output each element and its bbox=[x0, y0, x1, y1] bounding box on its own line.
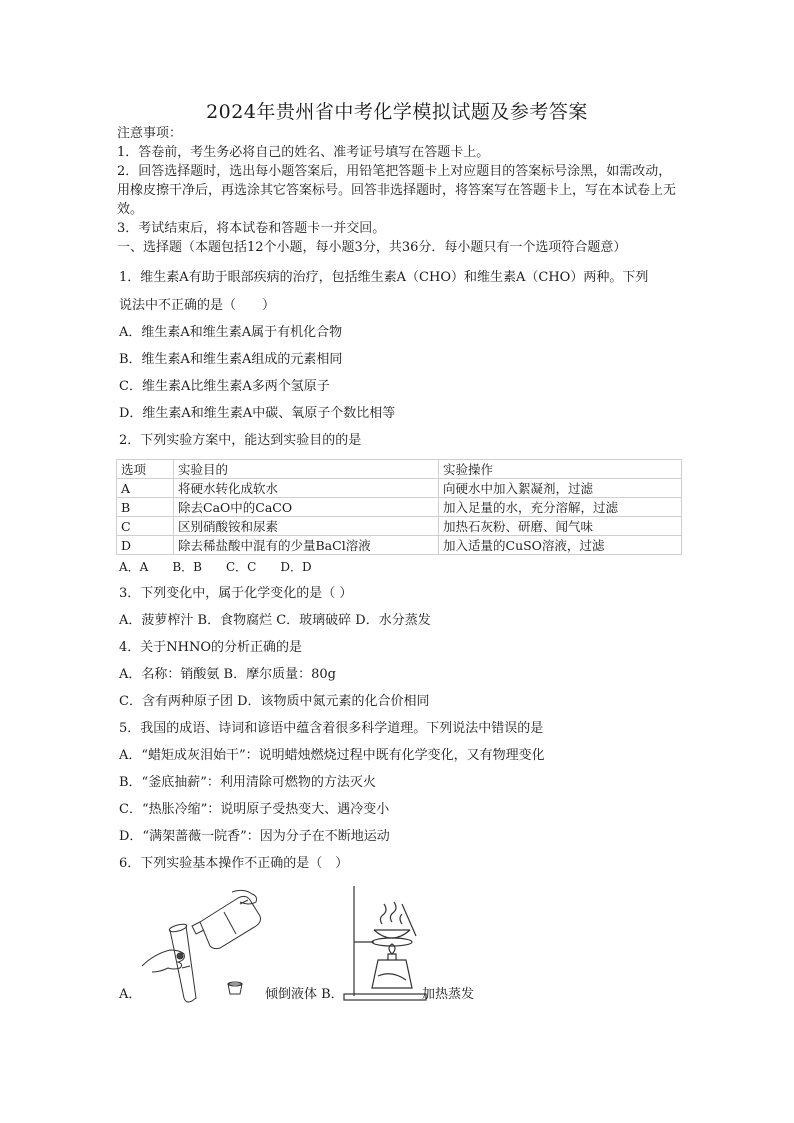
table-cell: 加入足量的水，充分溶解，过滤 bbox=[439, 498, 682, 517]
q1-stem-line1: 1．维生素A有助于眼部疾病的治疗，包括维生素A（CHO）和维生素A（CHO）两种。下列 bbox=[119, 270, 649, 285]
q6-option-a-caption: 倾倒液体 B． bbox=[265, 987, 344, 1002]
table-cell: 向硬水中加入絮凝剂，过滤 bbox=[439, 479, 682, 498]
section-heading: 一、选择题（本题包括12个小题，每小题3分，共36分．每小题只有一个选项符合题意） bbox=[117, 240, 627, 255]
page-title: 2024年贵州省中考化学模拟试题及参考答案 bbox=[206, 101, 588, 123]
notes-heading: 注意事项： bbox=[117, 126, 183, 141]
table-cell: C bbox=[117, 517, 174, 536]
table-cell: 除去CaO中的CaCO bbox=[174, 498, 439, 517]
table-cell: 将硬水转化成软水 bbox=[174, 479, 439, 498]
notes-item-1: 1．答卷前，考生务必将自己的姓名、准考证号填写在答题卡上。 bbox=[117, 145, 490, 160]
notes-item-2: 2．回答选择题时，选出每小题答案后，用铅笔把答题卡上对应题目的答案标号涂黑，如需改动，用橡皮擦干净后，再选涂其它答案标号。回答非选择题时，将答案写在答题卡上，写在本试卷上无效。 bbox=[117, 164, 677, 217]
table-row bbox=[117, 536, 682, 555]
q5-option-a: A．“蜡矩成灰泪始干”：说明蜡烛燃烧过程中既有化学变化，又有物理变化 bbox=[119, 748, 545, 763]
q6-option-a-label: A． bbox=[119, 987, 142, 1002]
table-cell: 加入适量的CuSO溶液，过滤 bbox=[439, 536, 682, 555]
table-header-operation: 实验操作 bbox=[439, 460, 682, 479]
q5-stem: 5．我国的成语、诗词和谚语中蕴含着很多科学道理。下列说法中错误的是 bbox=[119, 721, 544, 736]
table-header-purpose: 实验目的 bbox=[174, 460, 439, 479]
q2-stem: 2．下列实验方案中，能达到实验目的的是 bbox=[119, 433, 362, 448]
table-header-option: 选项 bbox=[117, 460, 174, 479]
table-row bbox=[117, 517, 682, 536]
q3-stem: 3．下列变化中，属于化学变化的是（ ） bbox=[119, 586, 353, 601]
q6-option-b-caption: 加热蒸发 bbox=[422, 987, 475, 1002]
q5-option-d: D．“满架蔷薇一院香”：因为分子在不断地运动 bbox=[119, 829, 390, 844]
q5-option-c: C．“热胀冷缩”：说明原子受热变大、遇冷变小 bbox=[119, 802, 390, 817]
q5-option-b: B．“釜底抽薪”：利用清除可燃物的方法灭火 bbox=[119, 775, 376, 790]
table-cell: D bbox=[117, 536, 174, 555]
q6-stem: 6．下列实验基本操作不正确的是（ ） bbox=[119, 856, 349, 871]
q1-option-b: B．维生素A和维生素A组成的元素相同 bbox=[119, 352, 343, 367]
table-cell: 除去稀盐酸中混有的少量BaCl溶液 bbox=[174, 536, 439, 555]
table-cell: A bbox=[117, 479, 174, 498]
heating-evaporation-illustration bbox=[340, 884, 430, 1004]
q4-options-line2: C．含有两种原子团 D．该物质中氮元素的化合价相同 bbox=[119, 694, 430, 709]
table-header-row bbox=[117, 460, 682, 479]
q3-options: A．菠萝榨汁 B．食物腐烂 C．玻璃破碎 D．水分蒸发 bbox=[119, 613, 431, 628]
q2-table bbox=[116, 459, 682, 555]
table-cell: B bbox=[117, 498, 174, 517]
q1-option-a: A．维生素A和维生素A属于有机化合物 bbox=[119, 325, 343, 340]
notes-item-3: 3．考试结束后，将本试卷和答题卡一并交回。 bbox=[117, 221, 386, 236]
q1-option-d: D．维生素A和维生素A中碳、氧原子个数比相等 bbox=[119, 406, 396, 421]
notes-block bbox=[117, 124, 682, 257]
table-cell: 区别硝酸铵和尿素 bbox=[174, 517, 439, 536]
q4-stem: 4．关于NHNO的分析正确的是 bbox=[119, 640, 303, 655]
q4-options-line1: A．名称：销酸氨 B．摩尔质量：80g bbox=[119, 667, 336, 682]
table-row bbox=[117, 479, 682, 498]
q1-stem-line2: 说法中不正确的是（ ） bbox=[119, 298, 276, 313]
table-cell: 加热石灰粉、研磨、闻气味 bbox=[439, 517, 682, 536]
q1-option-c: C．维生素A比维生素A多两个氢原子 bbox=[119, 379, 330, 394]
pouring-liquid-illustration bbox=[140, 888, 270, 1003]
q2-answers: A．A B．B C．C D．D bbox=[119, 560, 312, 574]
table-row bbox=[117, 498, 682, 517]
